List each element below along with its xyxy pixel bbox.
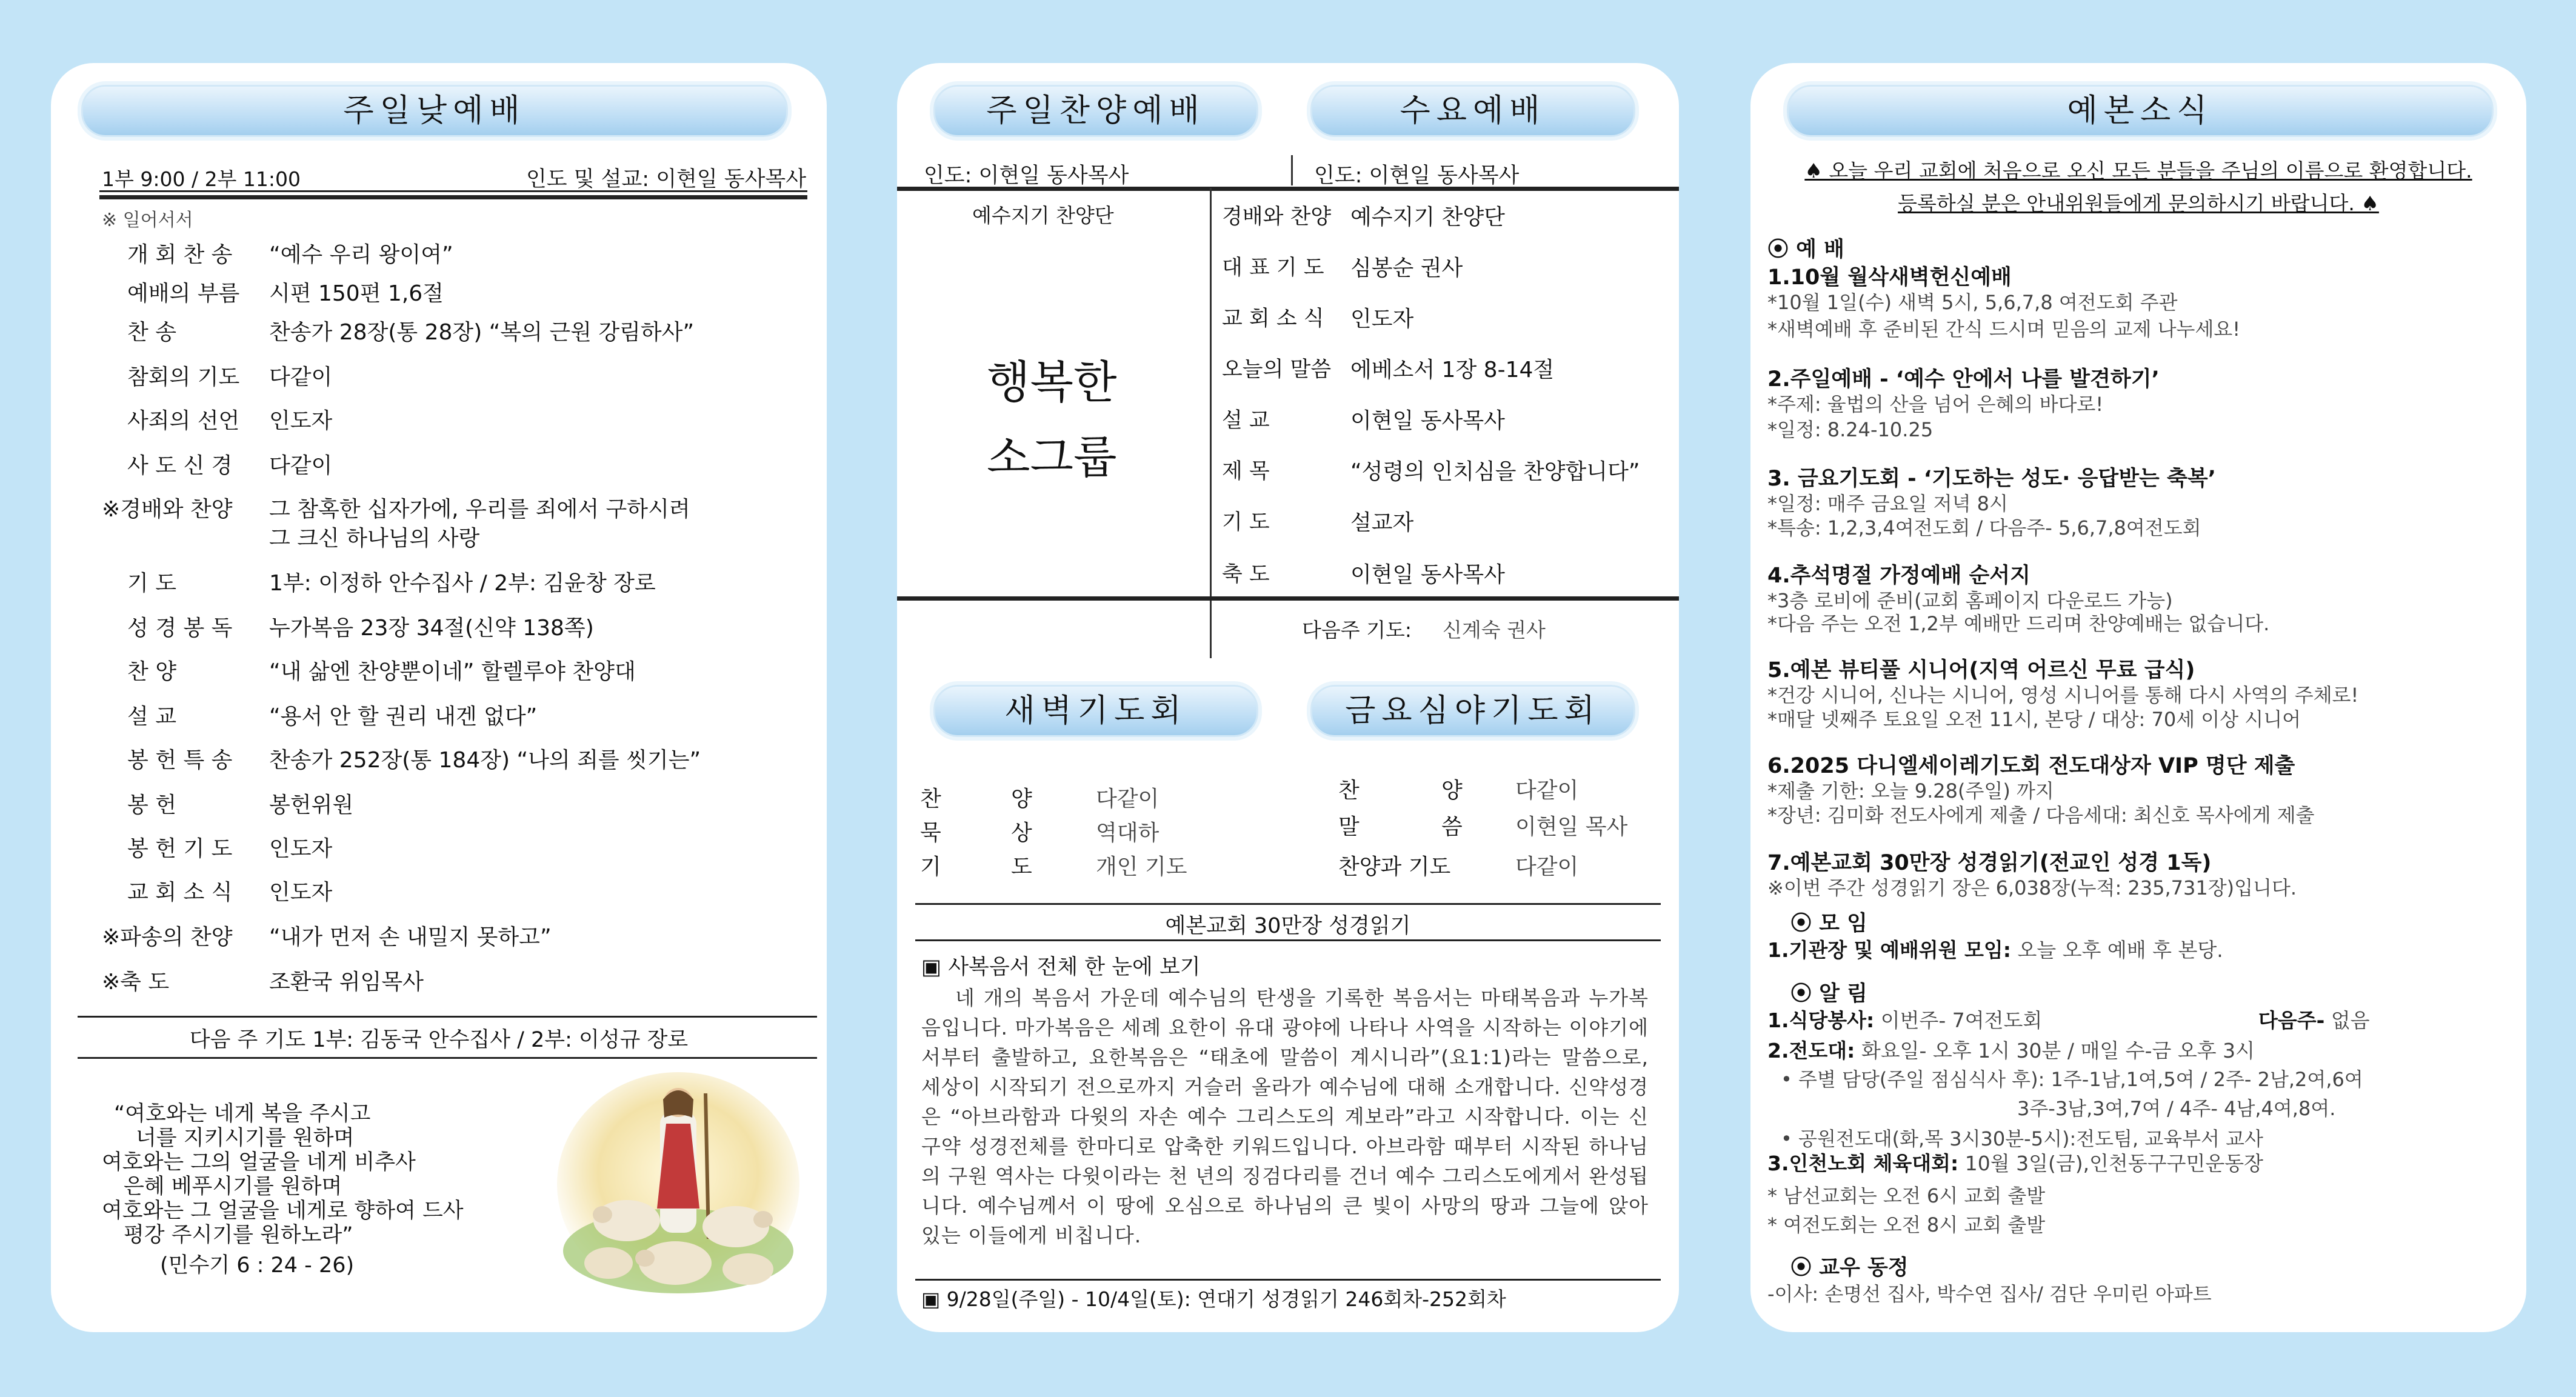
notice-line: • 주별 담당(주일 점심식사 후): 1주-1남,1여,5여 / 2주- 2남,2여,6여 [1781, 1068, 2363, 1091]
news-item-line: *매달 넷째주 토요일 오전 11시, 본당 / 대상: 70세 이상 시니어 [1767, 708, 2301, 731]
notice-value: 없음 [2324, 1009, 2370, 1032]
wed-label: 축 도 [1222, 562, 1270, 587]
welcome-line: 등록하실 분은 안내위원들에게 문의하시기 바랍니다. ♠ [1898, 192, 2379, 215]
blessing-line: 여호와는 그 얼굴을 네게로 향하여 드사 [102, 1199, 464, 1223]
divider [78, 1016, 817, 1018]
order-label: ※경배와 찬양 [102, 497, 233, 522]
notice-label: 1.식당봉사: [1767, 1009, 1875, 1032]
order-label: 봉 헌 [127, 793, 176, 818]
order-label: ※파송의 찬양 [102, 925, 233, 950]
order-label: 봉 헌 특 송 [127, 748, 233, 773]
divider [99, 195, 807, 199]
order-value: “예수 우리 왕이여” [269, 242, 453, 267]
dawn-label: 기 [920, 855, 941, 879]
wed-value: 이현일 동사목사 [1350, 562, 1505, 587]
sunday-service-title: 주일낮예배 [81, 85, 788, 137]
section-worship: ⦿ 예 배 [1767, 238, 1844, 262]
friday-label: 양 [1441, 778, 1463, 803]
order-label: 기 도 [127, 571, 176, 596]
friday-value: 다같이 [1515, 778, 1579, 803]
divider [915, 1279, 1661, 1281]
notice-value: 화요일- 오후 1시 30분 / 매일 수-금 오후 3시 [1855, 1039, 2255, 1062]
section-meeting: ⦿ 모 임 [1790, 912, 1867, 936]
news-item-title: 5.예본 뷰티풀 시니어(지역 어르신 무료 급식) [1767, 658, 2195, 682]
notice-label: 다음주- [2258, 1009, 2325, 1032]
news-title: 예본소식 [1787, 85, 2494, 137]
order-label: 교 회 소 식 [127, 880, 233, 905]
news-item-title: 3. 금요기도회 - ‘기도하는 성도· 응답받는 축복’ [1767, 467, 2216, 491]
order-value: 그 참혹한 십자가에, 우리를 죄에서 구하시려 [269, 497, 690, 522]
blessing-line: 평강 주시기를 원하노라” [124, 1223, 353, 1247]
bible-reading-schedule: ▣ 9/28일(주일) - 10/4일(토): 연대기 성경읽기 246회차-252회차 [921, 1287, 1506, 1311]
wed-label: 기 도 [1222, 510, 1270, 535]
order-value: 다같이 [269, 365, 333, 390]
divider [1291, 155, 1293, 185]
member-news-line: -이사: 손명선 집사, 박수연 집사/ 검단 우미린 아파트 [1767, 1282, 2212, 1305]
section-notice: ⦿ 알 림 [1790, 982, 1867, 1006]
news-item-title: 7.예본교회 30만장 성경읽기(전교인 성경 1독) [1767, 851, 2212, 875]
order-value: 누가복음 23장 34절(신약 138쪽) [269, 616, 594, 641]
wed-label: 대 표 기 도 [1222, 256, 1324, 280]
order-label: 개 회 찬 송 [127, 242, 233, 267]
divider [915, 903, 1661, 905]
notice-line: * 남선교회는 오전 6시 교회 출발 [1767, 1184, 2046, 1207]
welcome-line: ♠ 오늘 우리 교회에 처음으로 오신 모든 분들을 주님의 이름으로 환영합니다. [1804, 159, 2472, 182]
blessing-line: “여호와는 네게 복을 주시고 [114, 1102, 371, 1126]
notice-line: • 공원전도대(화,목 3시30분-5시):전도팀, 교육부서 교사 [1781, 1127, 2263, 1150]
service-preacher: 인도 및 설교: 이현일 동사목사 [526, 167, 806, 192]
news-item-line: *장년: 김미화 전도사에게 제출 / 다음세대: 최신호 목사에게 제출 [1767, 804, 2315, 827]
divider [1210, 188, 1212, 658]
divider [897, 187, 1679, 191]
wed-value: 설교자 [1350, 510, 1414, 535]
news-item-line: *다음 주는 오전 1,2부 예배만 드리며 찬양예배는 없습니다. [1767, 612, 2270, 635]
wed-value: 예수지기 찬양단 [1350, 205, 1505, 230]
order-value: 찬송가 252장(통 184장) “나의 죄를 씻기는” [269, 748, 701, 773]
order-value: “용서 안 할 권리 내겐 없다” [269, 704, 538, 729]
divider [78, 1057, 817, 1059]
news-item-title: 1.10월 월삭새벽헌신예배 [1767, 265, 2012, 290]
wed-label: 오늘의 말씀 [1222, 358, 1332, 382]
news-item-title: 4.추석명절 가정예배 순서지 [1767, 564, 2030, 588]
meeting-value: 오늘 오후 예배 후 본당. [2010, 938, 2223, 962]
news-item-line: *건강 시니어, 신나는 시니어, 영성 시니어를 통해 다시 사역의 주체로! [1767, 684, 2359, 707]
news-item-line: ※이번 주간 성경읽기 장은 6,038장(누적: 235,731장)입니다. [1767, 876, 2297, 899]
divider [915, 939, 1661, 941]
blessing-reference: (민수기 6 : 24 - 26) [160, 1253, 355, 1278]
order-label: 봉 헌 기 도 [127, 836, 233, 861]
sunday-service-panel [51, 63, 827, 1332]
wed-label: 경배와 찬양 [1222, 205, 1332, 229]
order-label: ※축 도 [102, 970, 170, 995]
news-item-line: *제출 기한: 오늘 9.28(주일) 까지 [1767, 779, 2054, 802]
order-label: 찬 양 [127, 659, 176, 684]
notice-line: * 여전도회는 오전 8시 교회 출발 [1767, 1213, 2046, 1236]
order-label: 사죄의 선언 [127, 408, 240, 433]
news-item-title: 2.주일예배 - ‘예수 안에서 나를 발견하기’ [1767, 367, 2160, 392]
dawn-value: 역대하 [1096, 821, 1160, 845]
dawn-label: 상 [1011, 821, 1032, 845]
small-group-line2: 소그룹 [987, 432, 1117, 484]
order-label: 예배의 부름 [127, 281, 240, 306]
praise-team: 예수지기 찬양단 [972, 204, 1114, 227]
bible-reading-title: 예본교회 30만장 성경읽기 [1165, 914, 1411, 938]
dawn-label: 양 [1011, 787, 1032, 812]
wed-label: 교 회 소 식 [1222, 307, 1324, 331]
wed-value: “성령의 인치심을 찬양합니다” [1350, 459, 1640, 484]
notice-line: 3주-3남,3여,7여 / 4주- 4남,4여,8여. [2017, 1097, 2336, 1120]
news-item-line: *일정: 8.24-10.25 [1767, 418, 1934, 441]
wed-next-prayer-name: 신계숙 권사 [1443, 618, 1546, 642]
evening-services-panel [897, 63, 1679, 1332]
order-value: 조환국 위임목사 [269, 970, 424, 995]
order-label: 설 교 [127, 704, 176, 729]
order-value: 시편 150편 1,6절 [269, 281, 444, 306]
friday-label: 말 [1338, 815, 1360, 839]
wed-value: 이현일 동사목사 [1350, 408, 1505, 433]
order-value: 1부: 이정하 안수집사 / 2부: 김윤창 장로 [269, 571, 656, 596]
news-item-line: *새벽예배 후 준비된 간식 드시며 믿음의 교제 나누세요! [1767, 318, 2241, 341]
wed-value: 에베소서 1장 8-14절 [1350, 358, 1555, 382]
bible-reading-body: 네 개의 복음서 가운데 예수님의 탄생을 기록한 복음서는 마태복음과 누가복음입니다. 마가복음은 세례 요한이 유대 광야에 나타나 사역을 시작하는 이야기에서부터 출발하고, 요한복음은 “태초에 말씀이 계시니라”(요1:1)라는 말씀으로, 세상이 시작되기 전으로까지 거슬러 올라가 예수님에 대해 소개합니다. 신약성경은 “아브라함과 다윗의 자손 예수 그리스도의 계보라”라고 시작합니다. 이는 신구약 성경전체를 한마디로 압축한 키워드입니다. 아브라함 때부터 시작된 하나님의 구원 역사는 다윗이라는 천 년의 징검다리를 건너 예수 그리스도에게서 완성됩니다. 예수님께서 이 땅에 오심으로 하나님의 큰 빛이 사망의 땅과 그늘에 앉아 있는 이들에게 비칩니다. [921, 986, 1649, 1247]
friday-prayer-title: 금요심야기도회 [1310, 685, 1635, 737]
wed-label: 설 교 [1222, 408, 1270, 433]
dawn-label: 묵 [920, 821, 941, 845]
blessing-line: 너를 지키시기를 원하며 [136, 1126, 355, 1150]
order-value: “내가 먼저 손 내밀지 못하고” [269, 925, 552, 950]
wed-label: 제 목 [1222, 459, 1270, 484]
news-item-line: *10월 1일(수) 새벽 5시, 5,6,7,8 여전도회 주관 [1767, 291, 2178, 314]
dawn-value: 개인 기도 [1096, 855, 1187, 879]
notice-label: 2.전도대: [1767, 1039, 1855, 1062]
bible-reading-heading: ▣ 사복음서 전체 한 눈에 보기 [921, 955, 1201, 979]
dawn-prayer-title: 새벽기도회 [933, 685, 1258, 737]
blessing-line: 여호와는 그의 얼굴을 네게 비추사 [102, 1150, 416, 1175]
news-item-title: 6.2025 다니엘세이레기도회 전도대상자 VIP 명단 제출 [1767, 754, 2295, 778]
news-item-line: *특송: 1,2,3,4여전도회 / 다음주- 5,6,7,8여전도회 [1767, 516, 2201, 539]
order-value: 다같이 [269, 453, 333, 478]
notice-value: 10월 3일(금),인천동구구민운동장 [1958, 1152, 2263, 1175]
friday-value: 이현일 목사 [1515, 815, 1628, 839]
order-label: 성 경 봉 독 [127, 616, 233, 641]
praise-service-title: 주일찬양예배 [933, 85, 1258, 137]
dawn-label: 도 [1011, 855, 1032, 879]
notice-label: 3.인천노회 체육대회: [1767, 1152, 1959, 1175]
friday-label: 찬양과 기도 [1338, 855, 1451, 879]
news-item-line: *일정: 매주 금요일 저녁 8시 [1767, 492, 2008, 515]
wednesday-service-title: 수요예배 [1310, 85, 1635, 137]
blessing-line: 은혜 베푸시기를 원하며 [124, 1175, 342, 1199]
order-value: “내 삶엔 찬양뿐이네” 할렐루야 찬양대 [269, 659, 636, 684]
wed-next-prayer-label: 다음주 기도: [1302, 618, 1412, 642]
news-item-line: *주제: 율법의 산을 넘어 은혜의 바다로! [1767, 393, 2104, 416]
small-group-line1: 행복한 [987, 356, 1117, 408]
order-value: 그 크신 하나님의 사랑 [269, 526, 480, 551]
next-week-prayer: 다음 주 기도 1부: 김동국 안수집사 / 2부: 이성규 장로 [189, 1028, 689, 1052]
dawn-label: 찬 [920, 787, 941, 812]
notice-value: 이번주- 7여전도회 [1874, 1009, 2043, 1032]
meeting-label: 1.기관장 및 예배위원 모임: [1767, 938, 2011, 962]
news-item-line: *3층 로비에 준비(교회 홈페이지 다운로드 가능) [1767, 589, 2173, 612]
wednesday-leader: 인도: 이현일 동사목사 [1314, 164, 1520, 188]
service-time: 1부 9:00 / 2부 11:00 [102, 167, 301, 191]
friday-label: 씀 [1441, 815, 1463, 839]
praise-leader: 인도: 이현일 동사목사 [924, 164, 1129, 188]
church-news-panel [1750, 63, 2526, 1332]
dawn-value: 다같이 [1096, 787, 1160, 812]
friday-value: 다같이 [1515, 855, 1579, 879]
order-value: 찬송가 28장(통 28장) “복의 근원 강림하사” [269, 320, 695, 345]
standing-note: ※ 일어서서 [102, 210, 193, 231]
wed-value: 심봉순 권사 [1350, 256, 1463, 281]
order-value: 봉헌위원 [269, 793, 354, 818]
divider [99, 190, 807, 192]
order-value: 인도자 [269, 880, 333, 905]
order-label: 사 도 신 경 [127, 453, 233, 478]
section-members: ⦿ 교우 동정 [1790, 1256, 1909, 1280]
order-label: 찬 송 [127, 320, 176, 345]
shepherd-illustration [554, 1069, 802, 1299]
wed-value: 인도자 [1350, 307, 1414, 332]
order-value: 인도자 [269, 836, 333, 861]
order-label: 참회의 기도 [127, 365, 240, 390]
divider [897, 596, 1679, 601]
friday-label: 찬 [1338, 778, 1360, 803]
order-value: 인도자 [269, 408, 333, 433]
